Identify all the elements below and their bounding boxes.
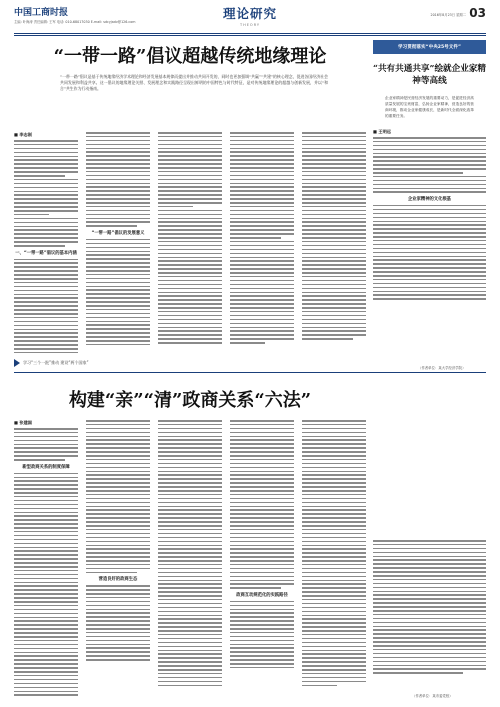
related-article-tag[interactable] (14, 358, 89, 367)
sidebar-abstract-text: 企业家精神是民营经济发展的重要动力，是促进经济高质量发展的宝贵财富，弘扬企业家精神，营造良好的营商环境，推动企业家健康成长，是新时代全面深化改革的重要任务。 (385, 96, 474, 118)
masthead-left (14, 5, 164, 24)
article2-subhead: 营造良好的政商生态 (98, 577, 138, 583)
arrow-right-icon (14, 359, 20, 367)
editor-info: 主编: 叶海涛 责任编辑: 王军 电话: 010-68017030 E-mail: sdcyjadv@126.com (14, 20, 136, 24)
article1-column (302, 132, 366, 354)
sidebar-abstract (385, 95, 474, 119)
related-article-text: 学习“三个一批”推动 建设“两个国家” (23, 359, 89, 365)
text-block (14, 428, 78, 461)
paper-name: 中国工商时报 (14, 8, 69, 18)
article1-column (14, 132, 78, 354)
article2-subhead: 新型政商关系的制度保障 (22, 464, 70, 470)
text-block (302, 420, 366, 686)
sidebar-banner: 学习贯彻落实“中央25号文件” (373, 40, 486, 54)
article2-column (302, 420, 366, 696)
article1-byline: ■ 李志刚 (14, 132, 32, 137)
article1-subhead: 一、“一带一路”倡议的基本内涵 (15, 250, 77, 256)
article1-subhead: “一带一路”倡议的发展意义 (91, 230, 145, 236)
article1-title: “一带一路”倡议超越传统地缘理论 (53, 46, 327, 67)
article2-column (14, 420, 78, 696)
text-block (373, 205, 486, 300)
section-divider (14, 372, 486, 373)
text-block (230, 601, 294, 669)
article1-column (158, 132, 222, 354)
article2-right-column (373, 540, 486, 690)
section-title-en: THEORY (239, 23, 261, 27)
article2-column (158, 420, 222, 696)
text-block (230, 420, 294, 589)
text-block (14, 140, 78, 247)
masthead (0, 0, 500, 36)
article1-column (230, 132, 294, 354)
text-block (86, 132, 150, 227)
article2-column (230, 420, 294, 696)
article2-title: 构建“亲”“清”政商关系“六法” (68, 390, 312, 411)
article1-abstract-text: “一带一路”倡议是基于传统地缘经济学术理论和经济发展基本规律而提出并推动共同开发的，同时也更加强调“共赢”“共建”的核心理念，促进各国经济社会共同发展和利益共享。这一倡议的地缘理论关照、发展理念和实践路径呈现出鲜明的中国特色与时代特征，是对传统地缘理论的超越与创新发展，并以“和合”共生作为行动指南。 (60, 74, 328, 92)
sidebar-subhead: 企业家精神的文化根基 (408, 196, 451, 202)
article1-column (86, 132, 150, 354)
section-title: 理论研究 (222, 6, 277, 21)
article1-body (14, 132, 366, 354)
text-block (158, 420, 222, 686)
text-block (373, 137, 486, 193)
issue-date: 2016年8月23日 星期二 (430, 13, 466, 17)
article2-byline: ■ 张建国 (14, 420, 32, 425)
text-block (86, 420, 150, 573)
article2-column (86, 420, 150, 696)
text-block (14, 259, 78, 354)
masthead-rule-thin (14, 35, 486, 36)
sidebar-article (373, 40, 486, 340)
page-number: 03 (469, 6, 486, 20)
text-block (302, 132, 366, 340)
sidebar-byline: ■ 王明远 (373, 129, 391, 134)
article2-body (14, 420, 366, 696)
section-header (210, 4, 290, 27)
text-block (14, 473, 78, 696)
article1-abstract (60, 74, 328, 93)
text-block (158, 132, 222, 344)
masthead-right (376, 6, 486, 24)
article2-subhead: 政商互动规范化的实践路径 (236, 592, 288, 598)
text-block (230, 132, 294, 344)
sidebar-title: “共有共通共享”绘就企业家精神等高线 (373, 64, 487, 86)
text-block (373, 540, 486, 674)
sidebar-body (373, 129, 486, 300)
sidebar-source: （作者单位：某大学经济学院） (418, 366, 466, 370)
text-block (86, 239, 150, 346)
article2-source: （作者单位：某市委党校） (412, 694, 453, 698)
text-block (86, 585, 150, 660)
